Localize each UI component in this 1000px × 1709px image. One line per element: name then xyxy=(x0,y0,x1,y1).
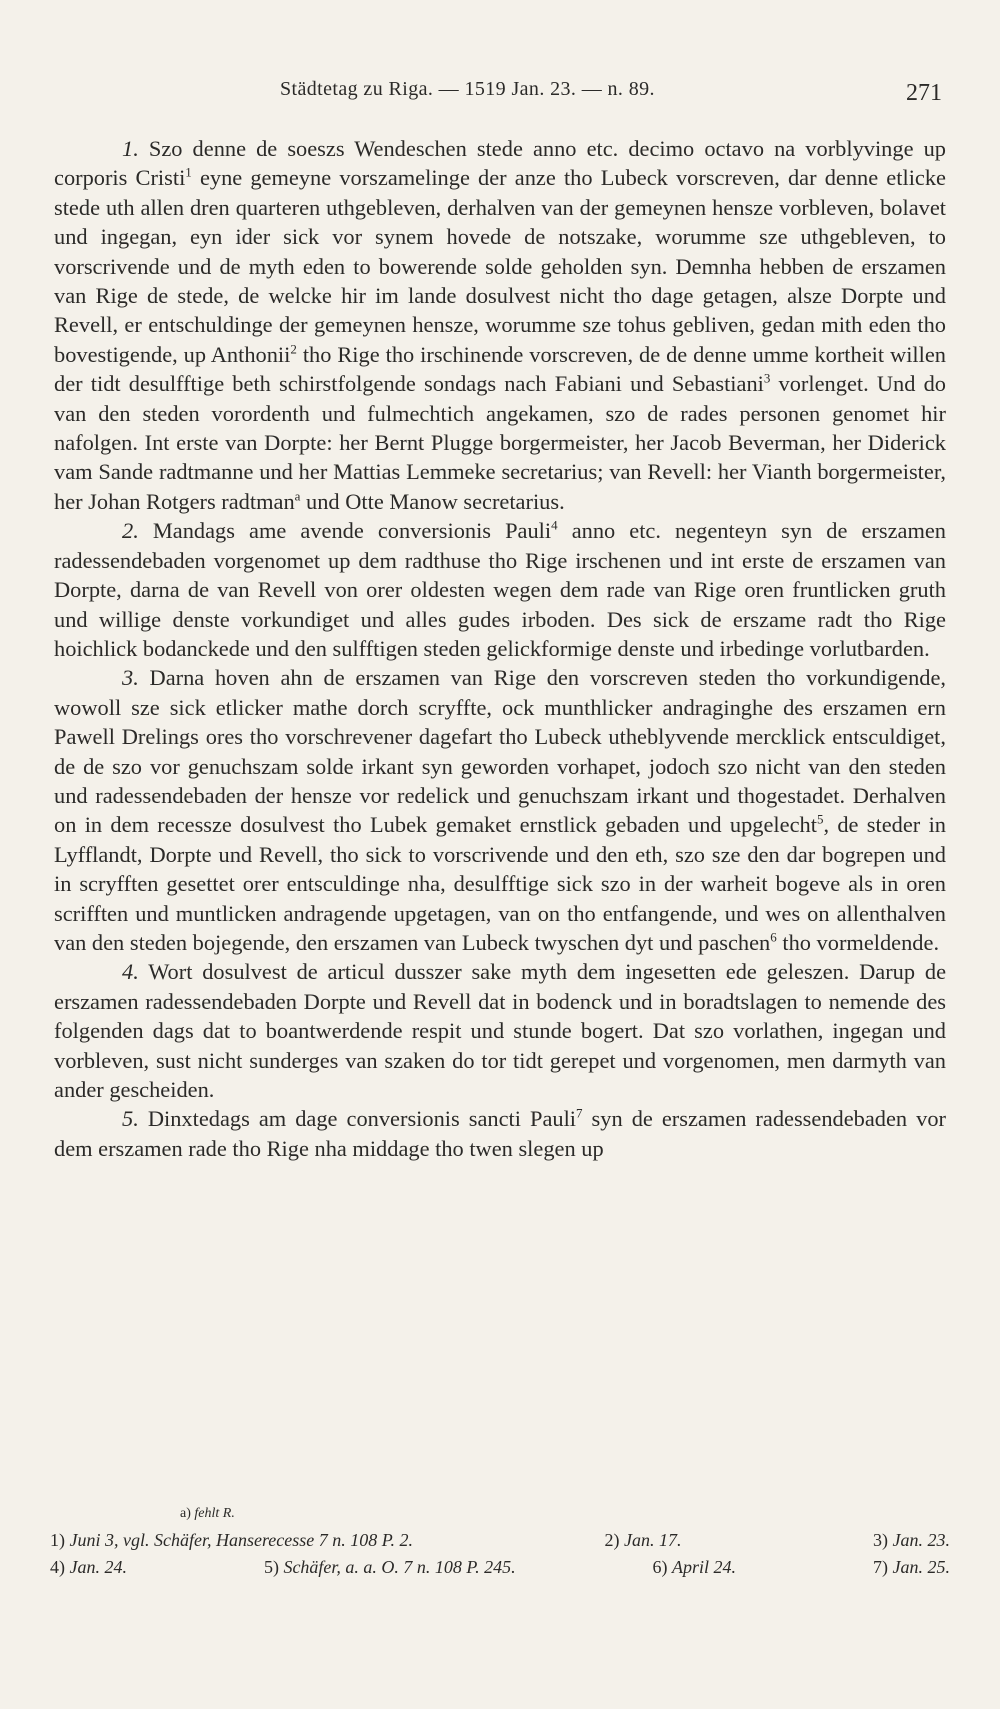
footnote-text: Jan. 25. xyxy=(892,1557,950,1577)
footnote-ref: 2 xyxy=(290,341,297,357)
footnote-5 xyxy=(264,1554,516,1581)
footnote-ref: 6 xyxy=(770,929,777,945)
body-text xyxy=(54,134,946,1163)
footnote-text: Schäfer, a. a. O. 7 n. 108 P. 245. xyxy=(283,1557,516,1577)
paragraph-number: 3. xyxy=(122,665,139,691)
paragraph-text: Szo denne de soeszs Wendeschen stede anno etc. decimo octavo na vorblyvinge up corporis Cristi xyxy=(54,136,946,191)
paragraph-number: 2. xyxy=(122,518,139,544)
paragraph-text: tho Rige tho irschinende vorscreven, de de denne umme kortheit willen der tidt desulfftige beth schirstfolgende sondags nach Fabiani und Sebastiani xyxy=(54,341,947,397)
footnote-mark: 3) xyxy=(872,1530,888,1550)
paragraph-number: 1. xyxy=(122,136,139,161)
footnote-3 xyxy=(873,1527,950,1554)
paragraph-2 xyxy=(54,516,946,663)
footnote-mark: 1) xyxy=(50,1530,65,1550)
paragraph-text: Wort dosulvest de articul dusszer sake myth dem ingesetten ede geleszen. Darup de erszamen radessendebaden Dorpte und Revell dat in bodenck und in boradtslagen to nemende des folgenden dags dat to boantwerdende respit und stunde bogert. Dat szo vorlathen, ingegan und vorbleven, sust nicht sunderges van szaken do tor tidt gerepet und vorgenomen, men darmyth van ander gescheiden. xyxy=(54,959,947,1102)
footnote-text: Juni 3, vgl. Schäfer, Hanserecesse 7 n. 108 P. 2. xyxy=(69,1530,413,1550)
paragraph-number: 4. xyxy=(122,959,139,985)
footnote-ref: 1 xyxy=(185,164,192,180)
note-mark: a) xyxy=(180,1506,191,1521)
footnote-ref: 7 xyxy=(576,1105,583,1121)
footnote-2 xyxy=(604,1527,681,1554)
footnote-mark: 6) xyxy=(652,1557,668,1577)
footnote-row-2 xyxy=(50,1554,950,1581)
textual-note-a xyxy=(50,1500,950,1527)
footnote-mark: 4) xyxy=(50,1557,65,1577)
paragraph-text: , de steder in Lyfflandt, Dorpte und Revell, tho sick to vorscrivende und den eth, szo sze den dar bogrepen und in scryfften gesettet orer entsculdinge nha, desulfftige sick szo in der warheit bogeve als in oren scrifften und muntlicken andragende upgetagen, van on tho entfangende, und wes on allenthalven van den steden bojegende, den erszamen van Lubeck twyschen dyt und paschen xyxy=(54,812,946,955)
footnote-mark: 7) xyxy=(873,1557,888,1577)
footnote-mark: 2) xyxy=(604,1530,620,1550)
paragraph-text: Darna hoven ahn de erszamen van Rige den vorscreven steden tho vorkundigende, wowoll sze sick etlicker mathe dorch scryffte, ock munthlicker andraginghe des erszamen ern Pawell Drelings ores tho vorschrevener dagefart tho Lubeck utheblyvende mercklick entsculdiget, de de szo vor genuchszam solde irkant syn geworden vorhapet, jodoch szo nicht van den steden und radessendebaden der hensze vor redelick und genuchszam irkant und thogestadet. Derhalven on in dem recessze dosulvest tho Lubek gemaket ernstlick gebaden und upgelecht xyxy=(54,665,946,838)
paragraph-text: eyne gemeyne vorszamelinge der anze tho Lubeck vorscreven, dar denne etlicke stede uth allen dren quarteren uthgebleven, derhalven van der gemeynen hensze vorbleven, bolavet und ingegan, eyn ider sick vor synem hovede de notszake, worumme sze uthgebleven, to vorscrivende und de myth eden to bowerende solde geholden syn. Demnha hebben de erszamen van Rige de stede, de welcke hir im lande dosulvest nicht tho dage getagen, alsze Dorpte und Revell, er entschuldinge der gemeynen hensze, worumme sze tohus gebliven, gedan mith eden tho bovestigende, up Anthonii xyxy=(54,165,946,367)
footnote-text: Jan. 17. xyxy=(623,1530,682,1550)
footnote-ref: a xyxy=(294,488,301,504)
paragraph-3 xyxy=(54,663,946,957)
note-text: fehlt R. xyxy=(194,1506,235,1521)
footnotes xyxy=(50,1500,950,1581)
running-head: Städtetag zu Riga. — 1519 Jan. 23. — n. 89. xyxy=(280,78,655,100)
paragraph-text: anno etc. negenteyn syn de erszamen radessendebaden vorgenomet up dem radthuse tho Rige irschenen und int erste de erszamen van Dorpte, darna de van Revell von orer oldesten wegen dem rade van Rige oren fruntlicken gruth und willige denste vorkundiget und alles gudes irboden. Des sick de erszame radt tho Rige hoichlick bodanckede und den sulfftigen steden gelickformige denste und irbedinge vorlutbarden. xyxy=(54,518,947,661)
footnote-7 xyxy=(873,1554,950,1581)
page-number: 271 xyxy=(906,80,942,106)
paragraph-text: vorlenget. Und do van den steden vorordenth und fulmechtich angekamen, szo de rades personen genomet hir nafolgen. Int erste van Dorpte: her Bernt Plugge borgermeister, her Jacob Beverman, her Diderick vam Sande radtmanne und her Mattias Lemmeke secretarius; van Revell: her Vianth borgermeister, her Johan Rotgers radtman xyxy=(54,371,946,514)
footnote-mark: 5) xyxy=(263,1557,279,1577)
footnote-row-1 xyxy=(50,1527,950,1554)
page-header xyxy=(0,78,1000,118)
footnote-4 xyxy=(50,1554,127,1581)
paragraph-text: Mandags ame avende conversionis Pauli xyxy=(152,518,552,544)
paragraph-text: und Otte Manow secretarius. xyxy=(300,488,565,514)
paragraph-text: tho vormeldende. xyxy=(776,929,940,955)
paragraph-1 xyxy=(54,134,946,516)
footnote-text: Jan. 23. xyxy=(892,1530,950,1550)
footnote-1 xyxy=(50,1527,413,1554)
paragraph-4 xyxy=(54,957,946,1104)
footnote-ref: 4 xyxy=(551,517,558,533)
footnote-ref: 5 xyxy=(816,811,824,827)
paragraph-5 xyxy=(54,1104,946,1163)
paragraph-text: Dinxtedags am dage conversionis sancti Pauli xyxy=(147,1106,577,1132)
paragraph-text: syn de erszamen radessendebaden vor dem erszamen rade tho Rige nha middage tho twen slegen up xyxy=(54,1106,946,1161)
footnote-text: Jan. 24. xyxy=(69,1557,127,1577)
footnote-6 xyxy=(653,1554,737,1581)
footnote-ref: 3 xyxy=(763,370,771,386)
footnote-text: April 24. xyxy=(672,1557,737,1577)
paragraph-number: 5. xyxy=(122,1106,139,1132)
